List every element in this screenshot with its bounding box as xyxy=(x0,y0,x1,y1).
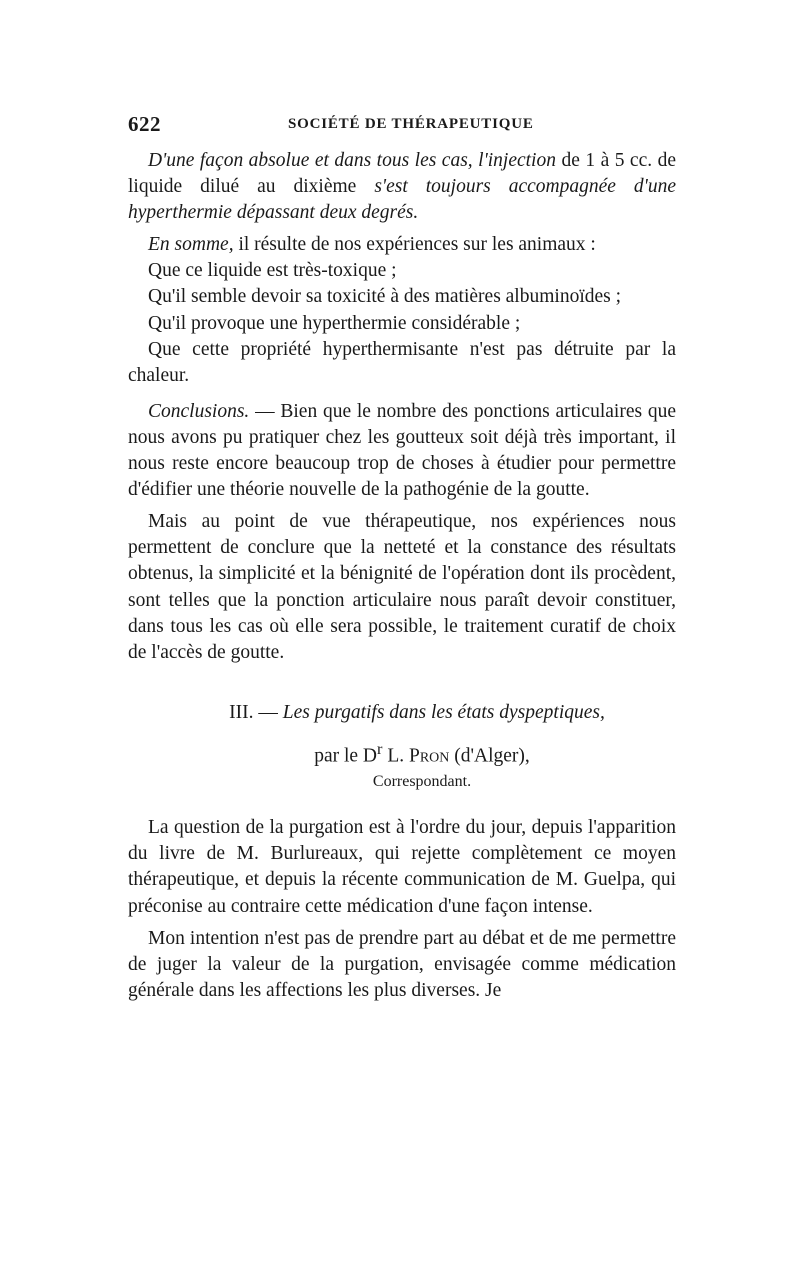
paragraph-purgation-question: La question de la purgation est à l'ordre du jour, depuis l'apparition du livre de M. Burlureaux, qui rejette complètement ce moyen thérapeutique, et depuis la récente communication de M. Guelpa, qui préconise au contraire cette médication d'une façon intense. xyxy=(128,817,676,917)
running-head: SOCIÉTÉ DE THÉRAPEUTIQUE xyxy=(288,116,534,132)
document-page xyxy=(128,112,676,1004)
author-place: (d'Alger), xyxy=(449,745,530,767)
italic-phrase: s'est toujours accompagnée d'une hyperthermie dépassant deux degrés. xyxy=(128,176,676,224)
page-number: 622 xyxy=(128,112,161,136)
section-number: III. — xyxy=(229,701,283,723)
page-header xyxy=(128,112,676,148)
italic-phrase: En somme, xyxy=(148,234,234,256)
paragraph-therapeutic: Mais au point de vue thérapeutique, nos expériences nous permettent de conclure que la netteté et la constance des résultats obtenus, la simplicité et la bénignité de l'opération dont ils procèdent, sont telles que la ponction articulaire nous paraît devoir constituer, dans tous les cas où elle sera possible, le traitement curatif de choix de l'accès de goutte. xyxy=(128,511,676,663)
paragraph-injection-result xyxy=(128,148,676,226)
author-prefix: par le D xyxy=(314,745,378,767)
author-prefix-sup: r xyxy=(377,739,383,758)
summary-line: Que cette propriété hyperthermisante n'est pas détruite par la chaleur. xyxy=(128,338,676,386)
paragraph-conclusions xyxy=(128,399,676,503)
summary-line: Qu'il provoque une hyperthermie considérable ; xyxy=(148,312,521,334)
author-role: Correspondant. xyxy=(372,773,472,791)
author-line xyxy=(128,736,676,770)
plain-text: — Bien que le nombre des ponctions articulaires que nous avons pu pratiquer chez les goutteux soit déjà très important, il nous reste encore beaucoup trop de choses à étudier pour permettre d'édifier une théorie nouvelle de la pathogénie de la goutte. xyxy=(128,400,676,501)
summary-list xyxy=(128,258,676,388)
summary-line: Que ce liquide est très-toxique ; xyxy=(148,260,397,282)
plain-text: il résulte de nos expériences sur les animaux : xyxy=(233,234,596,256)
plain-text: de 1 à 5 cc. de liquide dilué au dixième xyxy=(128,150,676,198)
summary-line: Qu'il semble devoir sa toxicité à des matières albuminoïdes ; xyxy=(148,286,622,308)
paragraph-intention: Mon intention n'est pas de prendre part au débat et de me permettre de juger la valeur de la purgation, envisagée comme médication générale dans les affections les plus diverses. Je xyxy=(128,927,676,1001)
author-name: L. Pron xyxy=(382,745,450,767)
italic-phrase: Conclusions. xyxy=(148,400,250,422)
italic-phrase: D'une façon absolue et dans tous les cas, l'injection xyxy=(148,150,556,171)
section-heading xyxy=(128,700,676,726)
paragraph-summary-intro xyxy=(128,232,676,258)
section-title: Les purgatifs dans les états dyspeptiques, xyxy=(282,701,605,723)
